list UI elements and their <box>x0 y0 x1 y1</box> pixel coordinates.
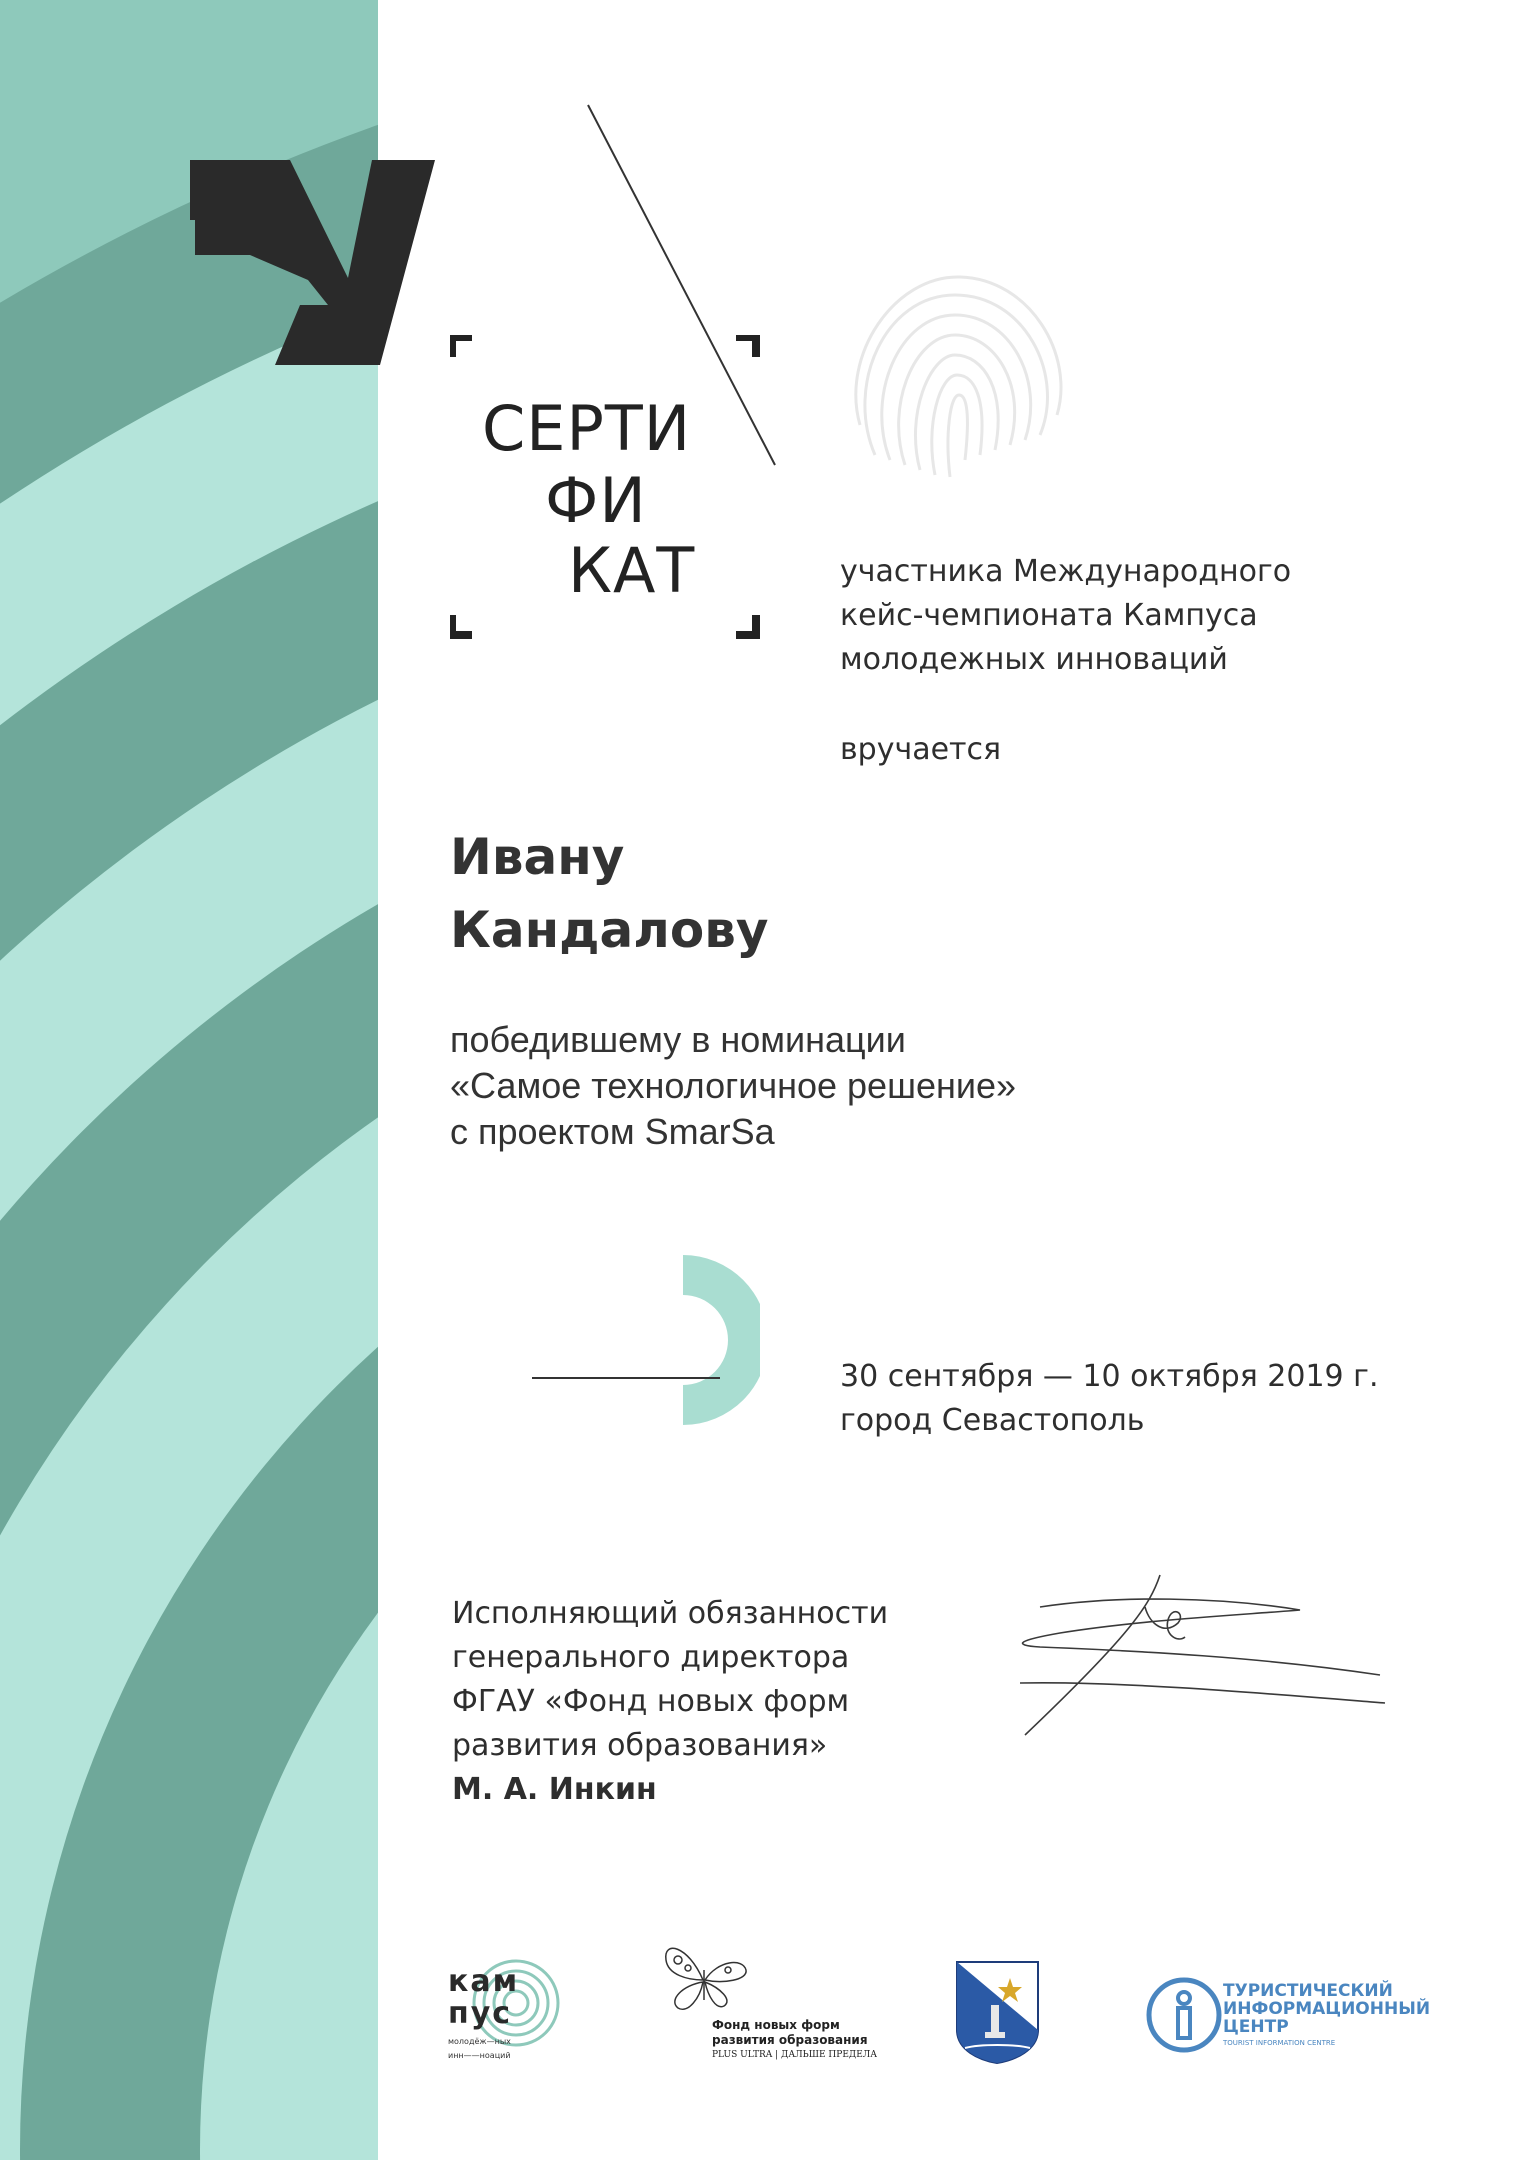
campus-logo-small-top: молодёж—ных <box>448 2037 511 2046</box>
tourist-center-logo <box>1145 1972 1445 2062</box>
campus-logo-small-bottom: инн——ноаций <box>448 2051 511 2060</box>
campus-logo <box>448 1955 558 2065</box>
campus-logo-line-1: кам <box>448 1964 520 1999</box>
signatory-line-2: генерального директора <box>452 1640 850 1675</box>
tourist-logo-line-3: ЦЕНТР <box>1223 2017 1289 2037</box>
fund-logo-line-2: развития образования <box>712 2033 868 2047</box>
campus-logo-line-2: пус <box>448 1996 513 2031</box>
letter-u-logo <box>190 160 440 410</box>
handwritten-signature <box>1000 1565 1400 1745</box>
title-line-3: КАТ <box>568 534 696 607</box>
info-icon <box>1145 1976 1223 2054</box>
half-circle-decoration <box>530 1250 760 1430</box>
signatory-line-1: Исполняющий обязанности <box>452 1596 889 1631</box>
butterfly-icon <box>658 1940 753 2015</box>
title-line-2: ФИ <box>545 464 647 537</box>
nomination-line-1: победившему в номинации <box>450 1019 906 1060</box>
recipient-last-name: Кандалову <box>450 901 769 959</box>
signatory-line-3: ФГАУ «Фонд новых форм <box>452 1684 850 1719</box>
subtitle-line-2: кейс-чемпионата Кампуса <box>840 598 1258 633</box>
signatory-line-4: развития образования» <box>452 1728 828 1763</box>
signatory-name: М. А. Инкин <box>452 1772 657 1807</box>
tourist-logo-english: TOURIST INFORMATION CENTRE <box>1223 2039 1336 2047</box>
fund-logo-line-1: Фонд новых форм <box>712 2018 840 2032</box>
subtitle-line-3: молодежных инноваций <box>840 642 1228 677</box>
event-dates: 30 сентября — 10 октября 2019 г. <box>840 1359 1379 1394</box>
subtitle-line-1: участника Международного <box>840 554 1292 589</box>
fingerprint-watermark <box>835 265 1075 505</box>
nomination-line-3: с проектом SmarSa <box>450 1111 775 1152</box>
tourist-logo-line-2: ИНФОРМАЦИОННЫЙ <box>1223 1999 1431 2019</box>
sevastopol-coat-of-arms <box>955 1960 1040 2065</box>
event-city: город Севастополь <box>840 1403 1145 1438</box>
title-line-1: СЕРТИ <box>482 392 692 465</box>
awarded-label: вручается <box>840 732 1002 767</box>
tourist-logo-line-1: ТУРИСТИЧЕСКИЙ <box>1223 1981 1393 2001</box>
fund-logo-motto: PLUS ULTRA | ДАЛЬШЕ ПРЕДЕЛА <box>712 2050 878 2060</box>
fund-logo <box>650 1940 890 2070</box>
recipient-first-name: Ивану <box>450 828 625 886</box>
nomination-line-2: «Самое технологичное решение» <box>450 1065 1016 1106</box>
